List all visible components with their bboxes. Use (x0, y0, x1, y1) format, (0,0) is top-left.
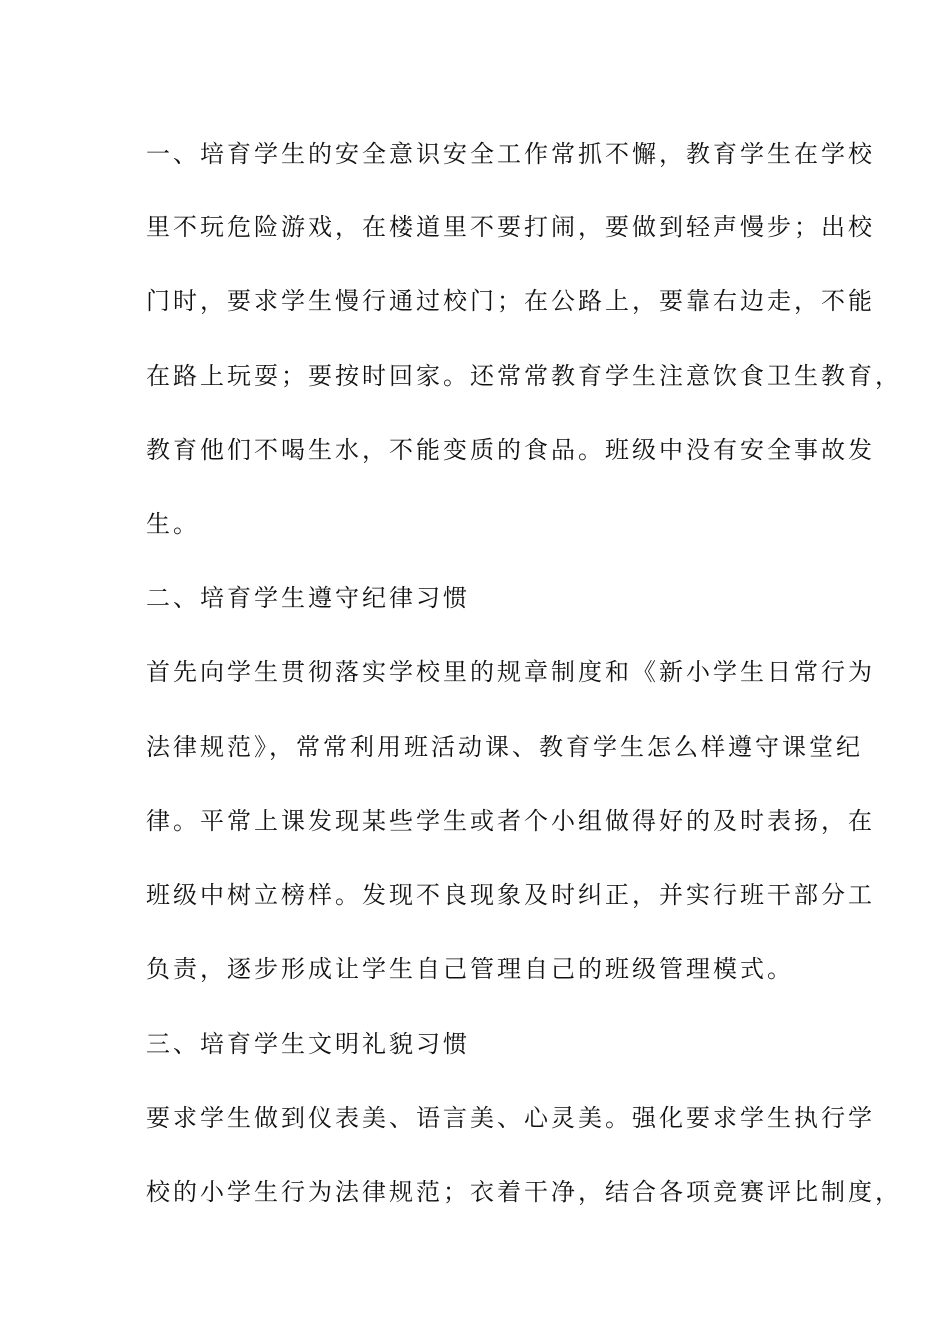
text-line: 教育他们不喝生水，不能变质的食品。班级中没有安全事故发 (146, 436, 875, 464)
section-heading: 二、培育学生遵守纪律习惯 (146, 584, 470, 612)
text-line: 在路上玩耍；要按时回家。还常常教育学生注意饮食卫生教育， (146, 362, 902, 390)
text-line: 生。 (146, 510, 200, 538)
text-line: 里不玩危险游戏，在楼道里不要打闹，要做到轻声慢步；出校 (146, 213, 875, 241)
section-heading: 三、培育学生文明礼貌习惯 (146, 1030, 470, 1058)
text-line: 首先向学生贯彻落实学校里的规章制度和《新小学生日常行为 (146, 658, 875, 686)
text-line: 一、培育学生的安全意识安全工作常抓不懈，教育学生在学校 (146, 140, 875, 168)
text-line: 校的小学生行为法律规范；衣着干净，结合各项竞赛评比制度， (146, 1178, 902, 1206)
text-line: 门时，要求学生慢行通过校门；在公路上，要靠右边走，不能 (146, 287, 875, 315)
text-line: 负责，逐步形成让学生自己管理自己的班级管理模式。 (146, 955, 794, 983)
text-line: 律。平常上课发现某些学生或者个小组做得好的及时表扬，在 (146, 807, 875, 835)
text-line: 法律规范》，常常利用班活动课、教育学生怎么样遵守课堂纪 (146, 733, 863, 761)
text-line: 要求学生做到仪表美、语言美、心灵美。强化要求学生执行学 (146, 1104, 875, 1132)
text-line: 班级中树立榜样。发现不良现象及时纠正，并实行班干部分工 (146, 881, 875, 909)
